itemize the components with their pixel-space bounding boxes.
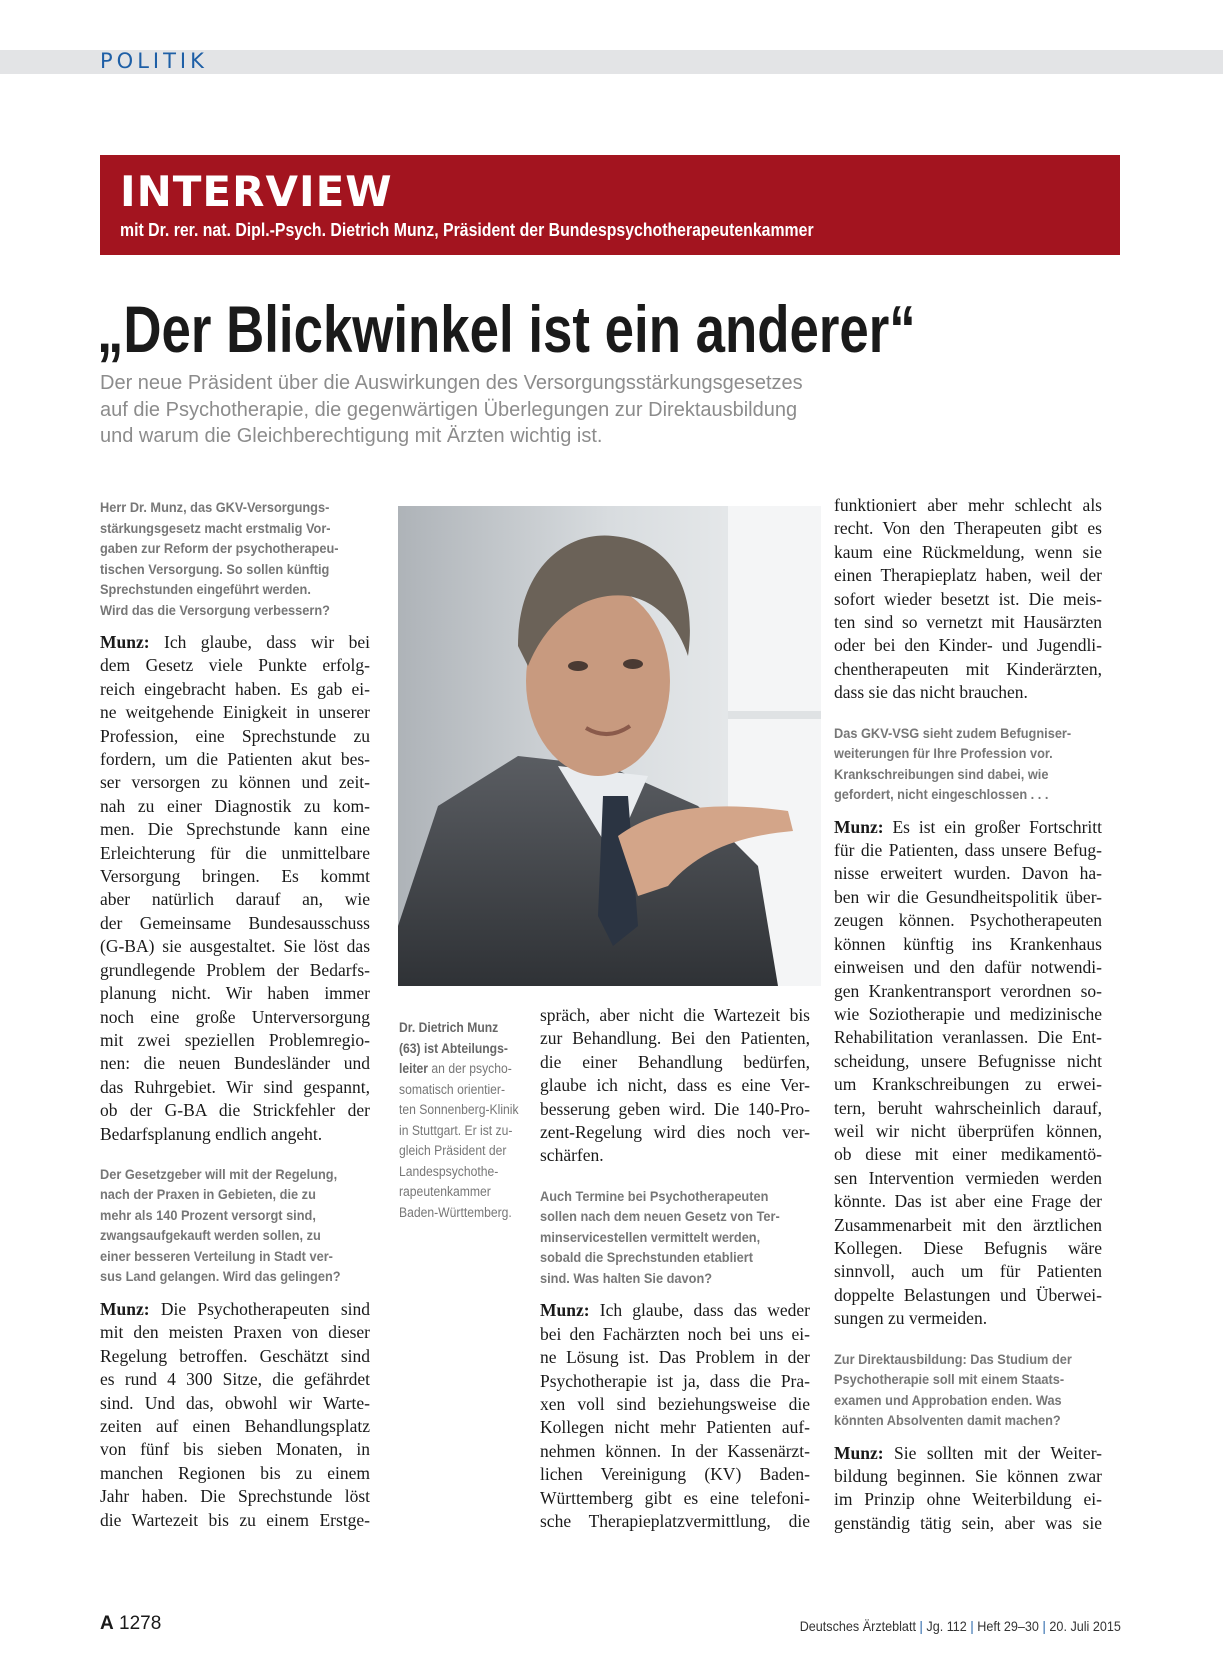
text-line: besserung geben wird. Die 140-Pro- bbox=[540, 1098, 810, 1119]
answer-5 bbox=[834, 1442, 1102, 1536]
text-line: scheidung, unsere Befugnisse nicht bbox=[834, 1050, 1102, 1071]
text-line: (G-BA) sie ausgestaltet. Sie löst das bbox=[100, 936, 370, 957]
text-line: spräch, aber nicht die Wartezeit bis bbox=[540, 1005, 810, 1025]
text-line: einer besseren Verteilung in Stadt ver- bbox=[100, 1248, 333, 1264]
answer-last-line: dass sie das nicht brauchen. bbox=[834, 682, 1028, 703]
text-line: mehr als 140 Prozent versorgt sind, bbox=[100, 1207, 316, 1223]
text-line: sche Therapieplatzvermittlung, die bbox=[540, 1511, 810, 1531]
text-line: grundlegende Problem der Bedarfs- bbox=[100, 959, 370, 980]
text-line: ten sind so vernetzt mit Hausärzten bbox=[834, 612, 1102, 633]
text-line: gleich Präsident der bbox=[399, 1143, 507, 1158]
text-line: genständig tätig sein, aber was sie bbox=[834, 1512, 1102, 1533]
caption-line: (63) ist Abteilungs- bbox=[399, 1040, 508, 1056]
text-line: sind. Und das, obwohl wir Warte- bbox=[100, 1392, 370, 1413]
speaker-label: Munz: bbox=[834, 816, 884, 837]
text-line: tern, beruht wahrscheinlich darauf, bbox=[834, 1097, 1102, 1118]
text-line: xen voll sind beziehungsweise die bbox=[540, 1393, 810, 1414]
answer-3-continued bbox=[834, 494, 1102, 705]
text-line: Baden-Württemberg. bbox=[399, 1204, 512, 1220]
question-1 bbox=[100, 498, 354, 621]
text-line: glaube ich nicht, dass es eine Ver- bbox=[540, 1075, 810, 1096]
text-line: nen: die neuen Bundesländer und bbox=[100, 1053, 370, 1074]
speaker-label: Munz: bbox=[100, 632, 150, 652]
text-line: zeiten auf einen Behandlungsplatz bbox=[100, 1415, 370, 1436]
lead-paragraph bbox=[100, 370, 960, 450]
text-line: oder bei den Kinder- und Jugendli- bbox=[834, 635, 1102, 656]
text-line: bildung beginnen. Sie können zwar bbox=[834, 1466, 1102, 1486]
text-line: könnten Absolventen damit machen? bbox=[834, 1413, 1061, 1429]
text-line: Sprechstunden eingeführt werden. bbox=[100, 582, 311, 597]
text-line: noch eine große Unterversorgung bbox=[100, 1006, 370, 1027]
text-line: sinnvoll, auch um für Patienten bbox=[834, 1261, 1102, 1282]
text-line: chentherapeuten mit Kinderärzten, bbox=[834, 658, 1102, 679]
text-line: men. Die Sprechstunde kann eine bbox=[100, 819, 370, 840]
column-3 bbox=[834, 494, 1102, 1535]
text-line: in Stuttgart. Er ist zu- bbox=[399, 1122, 513, 1138]
text-line: Krankschreibungen sind dabei, wie bbox=[834, 766, 1049, 782]
text-line: Auch Termine bei Psychotherapeuten bbox=[540, 1188, 769, 1204]
text-line: manchen Regionen bis zu einem bbox=[100, 1462, 370, 1483]
text-line: gefordert, nicht eingeschlossen . . . bbox=[834, 787, 1049, 803]
text-line: lichen Vereinigung (KV) Baden- bbox=[540, 1464, 810, 1485]
journal-volume: Jg. 112 bbox=[926, 1618, 967, 1634]
text-line: Herr Dr. Munz, das GKV-Versorgungs- bbox=[100, 500, 330, 515]
text-line: zwangsaufgekauft werden sollen, zu bbox=[100, 1228, 321, 1244]
answer-first-line: Munz: Ich glaube, dass wir bei bbox=[100, 632, 370, 652]
banner-subtitle: mit Dr. rer. nat. Dipl.-Psych. Dietrich Munz, Präsident der Bundespsychotherapeutenkammer bbox=[120, 220, 814, 240]
speaker-label: Munz: bbox=[100, 1298, 150, 1319]
text-line: nah zu einer Diagnostik zu kom- bbox=[100, 795, 370, 816]
text-line: einweisen und den dafür notwendi- bbox=[834, 957, 1102, 978]
journal-date: 20. Juli 2015 bbox=[1049, 1618, 1121, 1634]
text-line: ne weitgehende Einigkeit in unserer bbox=[100, 702, 370, 723]
text-line: ob diese mit einer medikamentö- bbox=[834, 1144, 1102, 1165]
text-line: Landespsychothe- bbox=[399, 1163, 499, 1179]
text-line: sind. Was halten Sie davon? bbox=[540, 1270, 713, 1286]
text-line: Psychotherapie ist ja, dass die Pra- bbox=[540, 1370, 810, 1391]
text-line: Erleichterung für die unmittelbare bbox=[100, 842, 370, 863]
text-line: Zur Direktausbildung: Das Studium der bbox=[834, 1351, 1072, 1367]
answer-4 bbox=[834, 816, 1102, 1331]
question-3 bbox=[540, 1187, 794, 1290]
text-line: zent-Regelung wird dies noch ver- bbox=[540, 1122, 810, 1143]
text-line: Psychotherapie soll mit einem Staats- bbox=[834, 1372, 1065, 1388]
text-line: Regelung betroffen. Geschätzt sind bbox=[100, 1345, 370, 1366]
text-line: einen Therapieplatz haben, weil der bbox=[834, 565, 1102, 586]
lead-line: und warum die Gleichberechtigung mit Ärzten wichtig ist. bbox=[100, 425, 603, 447]
text-line: reich eingebracht haben. Es gab ei- bbox=[100, 678, 370, 699]
question-2 bbox=[100, 1165, 354, 1288]
journal-issue: Heft 29–30 bbox=[977, 1618, 1040, 1634]
interview-banner bbox=[100, 155, 1120, 255]
text-line: sollen nach dem neuen Gesetz von Ter- bbox=[540, 1209, 780, 1225]
answer-last-line: sungen zu vermeiden. bbox=[834, 1308, 988, 1329]
text-line: um Krankschreibungen zu erwei- bbox=[834, 1074, 1102, 1095]
text-line: ten Sonnenberg-Klinik bbox=[399, 1102, 519, 1117]
answer-last-line: schärfen. bbox=[540, 1145, 604, 1166]
text-line: im Prinzip ohne Weiterbildung ei- bbox=[834, 1489, 1102, 1510]
speaker-label: Munz: bbox=[540, 1300, 590, 1321]
banner-title: INTERVIEW bbox=[120, 167, 393, 216]
answer-2-continued bbox=[540, 1004, 810, 1168]
text-line: sus Land gelangen. Wird das gelingen? bbox=[100, 1269, 341, 1285]
text-line: examen und Approbation enden. Was bbox=[834, 1392, 1062, 1408]
text-line: Rehabilitation veranlassen. Die Ent- bbox=[834, 1027, 1102, 1048]
text-line: weiterungen für Ihre Profession vor. bbox=[834, 746, 1053, 762]
section-label: POLITIK bbox=[100, 49, 208, 73]
text-line: von fünf bis sieben Monaten, in bbox=[100, 1439, 370, 1460]
text-line: für die Patienten, dass unsere Befug- bbox=[834, 840, 1102, 861]
text-line: es rund 4 300 Sitze, die gefährdet bbox=[100, 1369, 370, 1390]
text-line: dem Gesetz viele Punkte erfolg- bbox=[100, 655, 370, 676]
text-line: gaben zur Reform der psychotherapeu- bbox=[100, 541, 339, 556]
text-line: zeugen können. Psychotherapeuten bbox=[834, 910, 1102, 931]
column-1 bbox=[100, 498, 370, 1532]
text-line: ob der G-BA die Strickfehler der bbox=[100, 1100, 370, 1121]
text-line: nach der Praxen in Gebieten, die zu bbox=[100, 1187, 316, 1203]
text-line: die Wartezeit bis zu einem Erstge- bbox=[100, 1509, 370, 1530]
text-line: tischen Versorgung. So sollen künftig bbox=[100, 561, 330, 577]
text-line: ser versorgen zu können und zeit- bbox=[100, 772, 370, 793]
speaker-label: Munz: bbox=[834, 1442, 884, 1463]
text-line: Jahr haben. Die Sprechstunde löst bbox=[100, 1486, 370, 1507]
text-line: das Ruhrgebiet. Wir sind gespannt, bbox=[100, 1076, 370, 1097]
text-line: Der Gesetzgeber will mit der Regelung, bbox=[100, 1166, 338, 1182]
journal-info: Deutsches Ärzteblatt | Jg. 112 | Heft 29–30 | 20. Juli 2015 bbox=[799, 1618, 1121, 1634]
text-line: Wird das die Versorgung verbessern? bbox=[100, 602, 330, 618]
headline: „Der Blickwinkel ist ein anderer“ bbox=[97, 292, 916, 366]
text-line: somatisch orientier- bbox=[399, 1081, 506, 1097]
text-line: minservicestellen vermittelt werden, bbox=[540, 1229, 761, 1245]
text-line: funktioniert aber mehr schlecht als bbox=[834, 495, 1102, 515]
lead-line: auf die Psychotherapie, die gegenwärtigen Überlegungen zur Direktausbildung bbox=[100, 398, 798, 421]
text-line: sen Intervention vermieden werden bbox=[834, 1167, 1102, 1188]
text-line: Zusammenarbeit mit den ärztlichen bbox=[834, 1214, 1102, 1235]
text-line: nisse erweitert wurden. Davon ha- bbox=[834, 863, 1102, 884]
page-number: A 1278 bbox=[100, 1613, 162, 1634]
question-5 bbox=[834, 1350, 1086, 1432]
text-line: weil wir nicht überprüfen können, bbox=[834, 1120, 1102, 1141]
text-line: fordern, um die Patienten akut bes- bbox=[100, 749, 370, 770]
caption-line: leiter an der psycho- bbox=[399, 1061, 512, 1076]
text-line: könnte. Das ist aber eine Frage der bbox=[834, 1191, 1102, 1212]
portrait-illustration bbox=[398, 506, 821, 986]
answer-2 bbox=[100, 1298, 370, 1532]
text-line: zur Behandlung. Bei den Patienten, bbox=[540, 1028, 810, 1049]
text-line: ben wir die Gesundheitspolitik über- bbox=[834, 886, 1102, 907]
text-line: gen Krankentransport verordnen so- bbox=[834, 980, 1102, 1001]
text-line: können künftig ins Krankenhaus bbox=[834, 933, 1102, 954]
text-line: stärkungsgesetz macht erstmalig Vor- bbox=[100, 520, 331, 536]
text-line: bei den Fachärzten noch bei uns ei- bbox=[540, 1323, 810, 1344]
answer-first-line: Munz: Ich glaube, dass das weder bbox=[540, 1300, 810, 1321]
lead-line: Der neue Präsident über die Auswirkungen des Versorgungsstärkungsgesetzes bbox=[100, 372, 803, 394]
text-line: doppelte Belastungen und Überwei- bbox=[834, 1284, 1102, 1305]
photo-caption bbox=[399, 1018, 519, 1223]
text-line: kaum eine Rückmeldung, wenn sie bbox=[834, 541, 1102, 562]
text-line: planung nicht. Wir haben immer bbox=[100, 983, 370, 1004]
text-line: Kollegen. Diese Befugnis wäre bbox=[834, 1237, 1102, 1258]
text-line: rapeutenkammer bbox=[399, 1184, 491, 1199]
text-line: der Gemeinsame Bundesausschuss bbox=[100, 912, 370, 933]
text-line: Versorgung bringen. Es kommt bbox=[100, 866, 370, 887]
text-line: aber natürlich darauf an, wie bbox=[100, 889, 370, 910]
answer-first-line: Munz: Die Psychotherapeuten sind bbox=[100, 1298, 370, 1319]
text-line: Profession, eine Sprechstunde zu bbox=[100, 725, 370, 746]
text-line: mit zwei speziellen Problemregio- bbox=[100, 1029, 370, 1050]
question-4 bbox=[834, 724, 1086, 806]
portrait-photo bbox=[398, 506, 821, 986]
answer-first-line: Munz: Es ist ein großer Fortschritt bbox=[834, 816, 1102, 837]
text-line: Württemberg gibt es eine telefoni- bbox=[540, 1487, 810, 1508]
text-line: die einer Behandlung bedürfen, bbox=[540, 1051, 810, 1072]
text-line: sofort wieder besetzt ist. Die meis- bbox=[834, 588, 1102, 609]
text-line: sobald die Sprechstunden etabliert bbox=[540, 1250, 754, 1266]
answer-1 bbox=[100, 631, 370, 1146]
text-line: nehmen können. In der Kassenärzt- bbox=[540, 1440, 810, 1461]
text-line: Kollegen nicht mehr Patienten auf- bbox=[540, 1417, 810, 1438]
answer-last-line: Bedarfsplanung endlich angeht. bbox=[100, 1123, 323, 1144]
answer-3 bbox=[540, 1299, 810, 1533]
text-line: Das GKV-VSG sieht zudem Befugniser- bbox=[834, 725, 1072, 741]
text-line: recht. Von den Therapeuten gibt es bbox=[834, 518, 1102, 539]
text-line: wie Soziotherapie und medizinische bbox=[834, 1003, 1102, 1024]
answer-first-line: Munz: Sie sollten mit der Weiter- bbox=[834, 1442, 1102, 1463]
caption-line: Dr. Dietrich Munz bbox=[399, 1020, 499, 1035]
text-line: mit den meisten Praxen von dieser bbox=[100, 1322, 370, 1343]
column-2 bbox=[540, 1004, 810, 1533]
text-line: ne Lösung ist. Das Problem in der bbox=[540, 1347, 810, 1368]
journal-name: Deutsches Ärzteblatt bbox=[799, 1618, 917, 1634]
